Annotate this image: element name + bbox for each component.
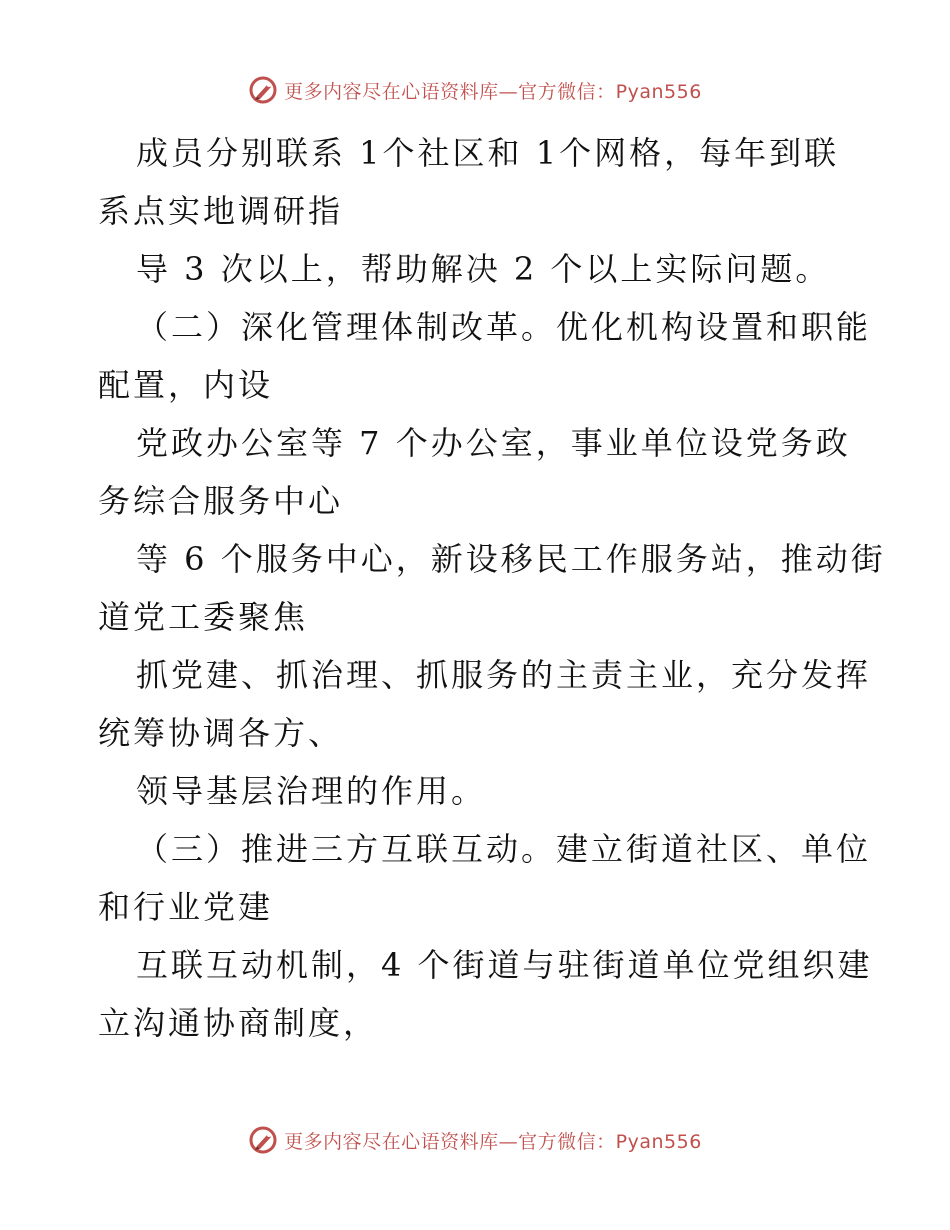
text-line-6: 党政办公室等 7 个办公室，事业单位设党务政	[136, 424, 851, 462]
footer-banner-content	[248, 1125, 702, 1155]
text-line-7: 务综合服务中心	[98, 482, 344, 520]
text-line-10: 抓党建、抓治理、抓服务的主责主业，充分发挥	[136, 656, 872, 694]
document-body	[98, 124, 886, 1052]
text-line-9: 道党工委聚焦	[98, 598, 309, 636]
footer-banner	[0, 1120, 950, 1160]
footer-banner-text: 更多内容尽在心语资料库—官方微信：Pyan556	[284, 1130, 702, 1153]
header-banner	[0, 70, 950, 110]
text-line-2: 系点实地调研指	[98, 192, 344, 230]
text-line-15: 互联互动机制，4 个街道与驻街道单位党组织建	[136, 946, 873, 984]
text-line-16: 立沟通协商制度，	[98, 1004, 379, 1042]
text-line-4: （二）深化管理体制改革。优化机构设置和职能	[136, 308, 872, 346]
pen-logo-icon	[248, 75, 278, 105]
pen-logo-icon	[248, 1125, 278, 1155]
text-line-13: （三）推进三方互联互动。建立街道社区、单位	[136, 830, 872, 868]
text-line-8: 等 6 个服务中心，新设移民工作服务站，推动街	[136, 540, 886, 578]
footer-wechat-id: Pyan556	[615, 1130, 702, 1153]
header-banner-content	[248, 75, 702, 105]
text-line-3: 导 3 次以上，帮助解决 2 个以上实际问题。	[136, 250, 831, 288]
text-line-11: 统筹协调各方、	[98, 714, 344, 752]
text-line-1: 成员分别联系 1个社区和 1个网格，每年到联	[136, 134, 840, 172]
header-wechat-id: Pyan556	[615, 80, 702, 103]
text-line-12: 领导基层治理的作用。	[136, 772, 487, 810]
text-line-5: 配置，内设	[98, 366, 274, 404]
text-line-14: 和行业党建	[98, 888, 274, 926]
header-banner-text: 更多内容尽在心语资料库—官方微信：Pyan556	[284, 80, 702, 103]
